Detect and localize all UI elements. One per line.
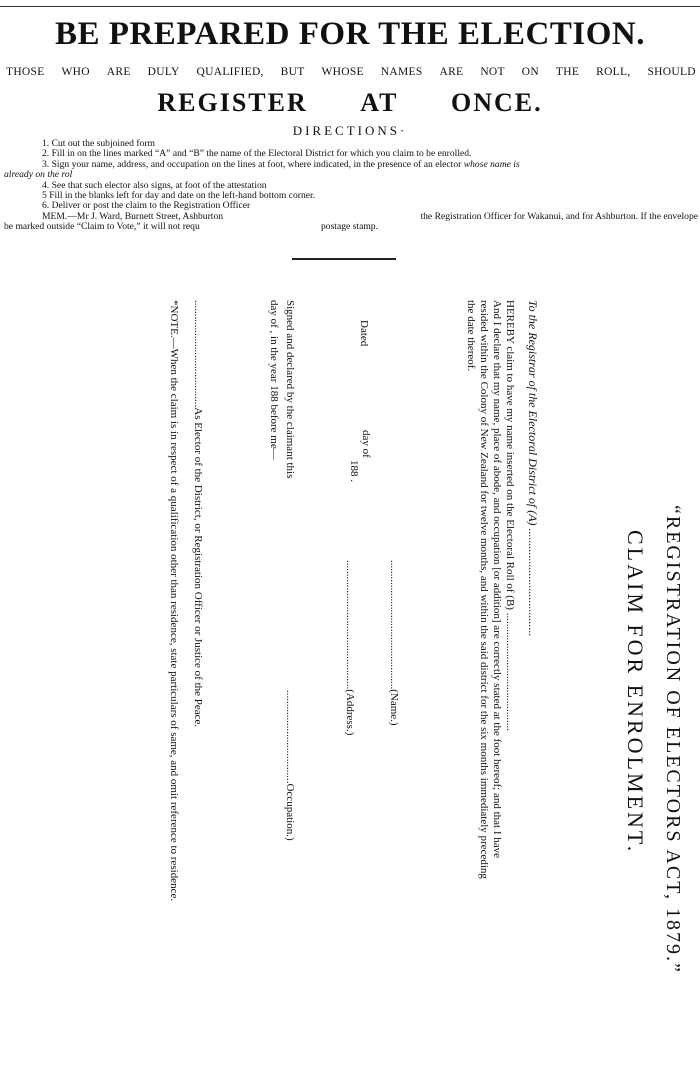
- form-note: *NOTE.—When the claim is in respect of a qualification other than residence, state particulars of same, and omit reference to residence.: [168, 300, 180, 902]
- form-title: “REGISTRATION OF ELECTORS ACT, 1879.”: [662, 505, 684, 974]
- mem-right: the Registration Officer for Wakanui, and for Ashburton. If the envelope: [420, 211, 698, 222]
- register-heading: [0, 88, 700, 118]
- elector-line: .......................................As Elector of the District, or Registration Officer or Justice of the Peace.: [192, 300, 204, 728]
- direction-item: 1. Cut out the subjoined form: [42, 139, 155, 149]
- direction-item: 5 Fill in the blanks left for day and date on the left-hand bottom corner.: [42, 191, 316, 202]
- subline: [6, 66, 696, 78]
- signed-line: Signed and declared by the claimant this: [284, 300, 296, 479]
- address-field: ...............................................(Address.): [344, 560, 356, 736]
- direction-item: [4, 160, 698, 170]
- subline-word: THE: [555, 66, 580, 78]
- register-word: AT: [360, 88, 399, 117]
- claim-body: [464, 300, 516, 1000]
- to-registrar-line: To the Registrar of the Electoral District of (A) ....................................: [526, 300, 540, 637]
- direction-item: [4, 212, 698, 222]
- subline-word: ROLL,: [596, 66, 631, 78]
- enrolment-form: [80, 300, 700, 1010]
- headline: BE PREPARED FOR THE ELECTION.: [55, 16, 645, 52]
- direction-item: 6. Deliver or post the claim to the Registration Officer: [42, 201, 251, 212]
- claim-line: HEREBY claim to have my name inserted on the Electoral Roll of (B) ...........................................: [504, 300, 516, 731]
- envelope-left: be marked outside “Claim to Vote,” it will not requ: [4, 222, 200, 233]
- subline-word: WHOSE: [321, 66, 364, 78]
- direction-item: 4. See that such elector also signs, at foot of the attestation: [42, 180, 267, 191]
- subline-word: QUALIFIED,: [196, 66, 264, 78]
- subline-word: WHO: [61, 66, 90, 78]
- form-subtitle: CLAIM FOR ENROLMENT.: [623, 530, 648, 855]
- claim-line: the date thereof.: [465, 300, 477, 372]
- direction-italic: already on the rol: [4, 170, 73, 181]
- direction-item: 2. Fill in on the lines marked “A” and “B” the name of the Electoral District for which you claim to be enrolled.: [42, 149, 472, 160]
- register-word: ONCE.: [450, 88, 543, 117]
- direction-item: [4, 170, 698, 180]
- mem-left: MEM.—Mr J. Ward, Burnett Street, Ashburton: [42, 211, 224, 222]
- register-word: REGISTER: [157, 88, 308, 117]
- claim-line: And I declare that my name, place of abode, and occupation [or addition] are correctly stated at the foot hereof; and that I have: [491, 300, 503, 859]
- subline-word: NAMES: [380, 66, 423, 78]
- envelope-right: postage stamp.: [320, 222, 378, 233]
- direction-italic: whose name is: [463, 159, 520, 170]
- subline-word: ON: [521, 66, 539, 78]
- directions-list: [4, 139, 698, 233]
- divider-rule: [292, 258, 396, 260]
- top-rule: [0, 6, 700, 7]
- subline-word: BUT: [280, 66, 305, 78]
- directions-title: DIRECTIONS·: [292, 123, 408, 138]
- day-line: day of , in the year 188 before me—: [268, 300, 280, 460]
- subline-word: THOSE: [6, 66, 45, 78]
- year-label: 188 .: [348, 460, 360, 482]
- direction-text: 3. Sign your name, address, and occupation on the lines at foot, where indicated, in the presence of an elector: [42, 159, 462, 170]
- subline-word: ARE: [439, 66, 464, 78]
- subline-word: NOT: [480, 66, 505, 78]
- name-field: ...............................................(Name.): [388, 560, 400, 726]
- subline-word: DULY: [147, 66, 180, 78]
- subline-word: SHOULD: [647, 66, 696, 78]
- subline-word: ARE: [106, 66, 131, 78]
- occupation-field: ..................................Occupation.): [284, 690, 296, 841]
- claim-line: resided within the Colony of New Zealand for twelve months, and within the said district for the six months immediately preceding: [478, 300, 490, 879]
- dated-label: Dated: [358, 320, 370, 347]
- day-of-label: day of: [360, 430, 372, 458]
- direction-item: [4, 222, 698, 232]
